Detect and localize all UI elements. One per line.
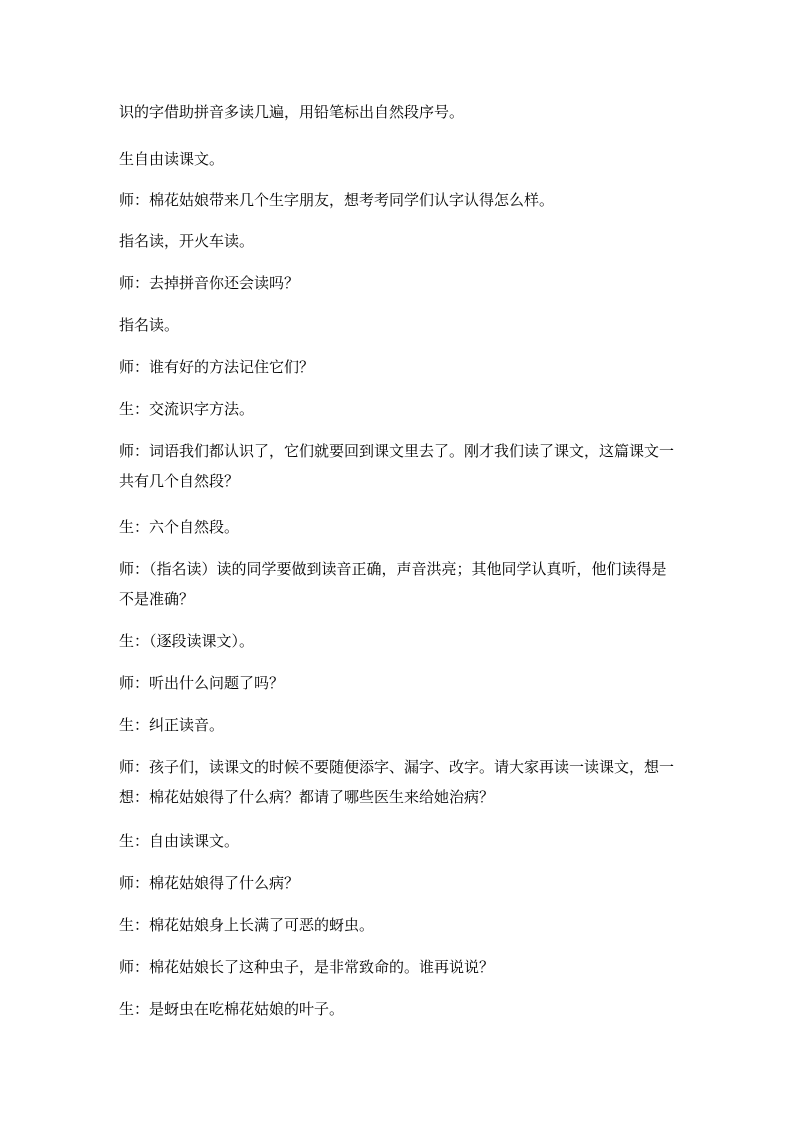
paragraph-6: 指名读。: [119, 316, 180, 334]
paragraph-15: 师：孩子们，读课文的时候不要随便添字、漏字、改字。请大家再读一读课文，想一想：棉花姑娘得了什么病？都请了哪些医生来给她治病？: [119, 758, 675, 806]
paragraph-5: 师：去掉拼音你还会读吗？: [119, 274, 300, 292]
paragraph-16: 生：自由读课文。: [119, 832, 240, 850]
paragraph-13: 师：听出什么问题了吗？: [119, 674, 285, 692]
paragraph-20: 生：是蚜虫在吃棉花姑娘的叶子。: [119, 1000, 345, 1018]
paragraph-10: 生：六个自然段。: [119, 518, 240, 536]
paragraph-11: 师：（指名读）读的同学要做到读音正确，声音洪亮；其他同学认真听，他们读得是不是准确？: [119, 560, 667, 608]
paragraph-14: 生：纠正读音。: [119, 716, 225, 734]
paragraph-9: 师：词语我们都认识了，它们就要回到课文里去了。刚才我们读了课文，这篇课文一共有几个自然段？: [119, 442, 675, 490]
paragraph-3: 师：棉花姑娘带来几个生字朋友，想考考同学们认字认得怎么样。: [119, 191, 555, 209]
paragraph-1: 识的字借助拼音多读几遍，用铅笔标出自然段序号。: [119, 103, 465, 121]
paragraph-8: 生：交流识字方法。: [119, 400, 255, 418]
paragraph-17: 师：棉花姑娘得了什么病？: [119, 874, 300, 892]
paragraph-2: 生自由读课文。: [119, 150, 225, 168]
paragraph-7: 师：谁有好的方法记住它们？: [119, 358, 315, 376]
paragraph-12: 生：（逐段读课文）。: [119, 632, 255, 650]
paragraph-4: 指名读，开火车读。: [119, 232, 255, 250]
paragraph-18: 生：棉花姑娘身上长满了可恶的蚜虫。: [119, 916, 375, 934]
paragraph-19: 师：棉花姑娘长了这种虫子，是非常致命的。谁再说说？: [119, 958, 495, 976]
